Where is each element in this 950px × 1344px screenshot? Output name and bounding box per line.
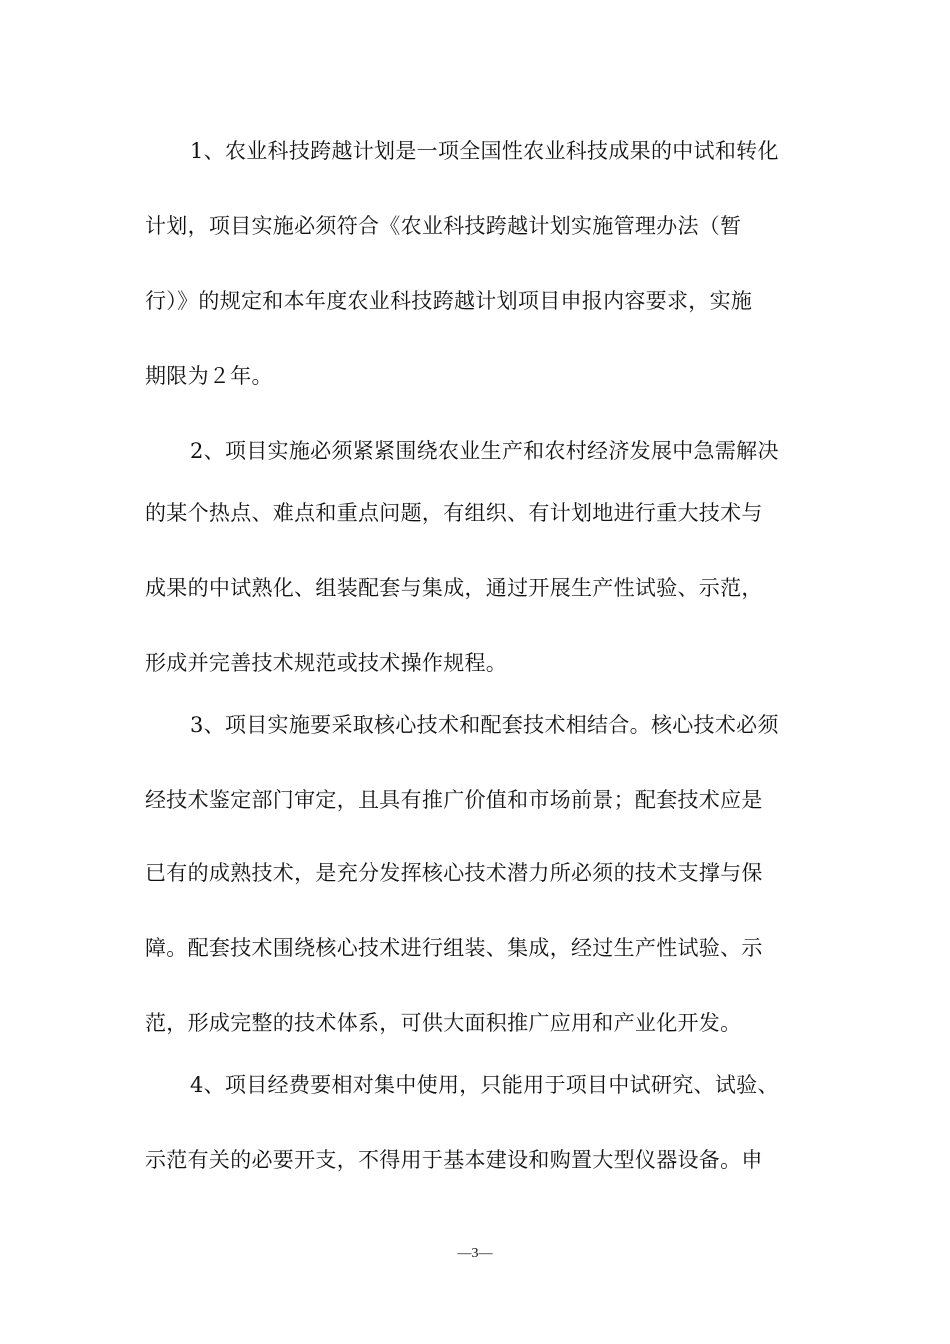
paragraph-3-line-5: 范，形成完整的技术体系，可供大面积推广应用和产业化开发。 <box>145 1011 742 1035</box>
paragraph-4-line-1: 4、项目经费要相对集中使用，只能用于项目中试研究、试验、 <box>190 1073 779 1097</box>
paragraph-3-line-3: 已有的成熟技术，是充分发挥核心技术潜力所必须的技术支撑与保 <box>145 861 763 885</box>
paragraph-2-line-3: 成果的中试熟化、组装配套与集成，通过开展生产性试验、示范， <box>145 576 763 600</box>
paragraph-1-line-4: 期限为２年。 <box>145 364 273 388</box>
paragraph-2-line-4: 形成并完善技术规范或技术操作规程。 <box>145 651 508 675</box>
paragraph-1-line-3: 行）》的规定和本年度农业科技跨越计划项目申报内容要求，实施 <box>145 289 753 313</box>
paragraph-1-line-1: 1、农业科技跨越计划是一项全国性农业科技成果的中试和转化 <box>190 139 779 163</box>
paragraph-3-line-1: 3、项目实施要采取核心技术和配套技术相结合。核心技术必须 <box>190 713 779 737</box>
paragraph-2-line-1: 2、项目实施必须紧紧围绕农业生产和农村经济发展中急需解决 <box>190 439 779 463</box>
paragraph-4-line-2: 示范有关的必要开支，不得用于基本建设和购置大型仪器设备。申 <box>145 1148 763 1172</box>
paragraph-3-line-4: 障。配套技术围绕核心技术进行组装、集成，经过生产性试验、示 <box>145 936 763 960</box>
paragraph-2-line-2: 的某个热点、难点和重点问题，有组织、有计划地进行重大技术与 <box>145 501 763 525</box>
paragraph-1-line-2: 计划，项目实施必须符合《农业科技跨越计划实施管理办法（暂 <box>145 214 742 238</box>
paragraph-3-line-2: 经技术鉴定部门审定，且具有推广价值和市场前景；配套技术应是 <box>145 788 763 812</box>
page-number: —3— <box>457 1246 493 1261</box>
